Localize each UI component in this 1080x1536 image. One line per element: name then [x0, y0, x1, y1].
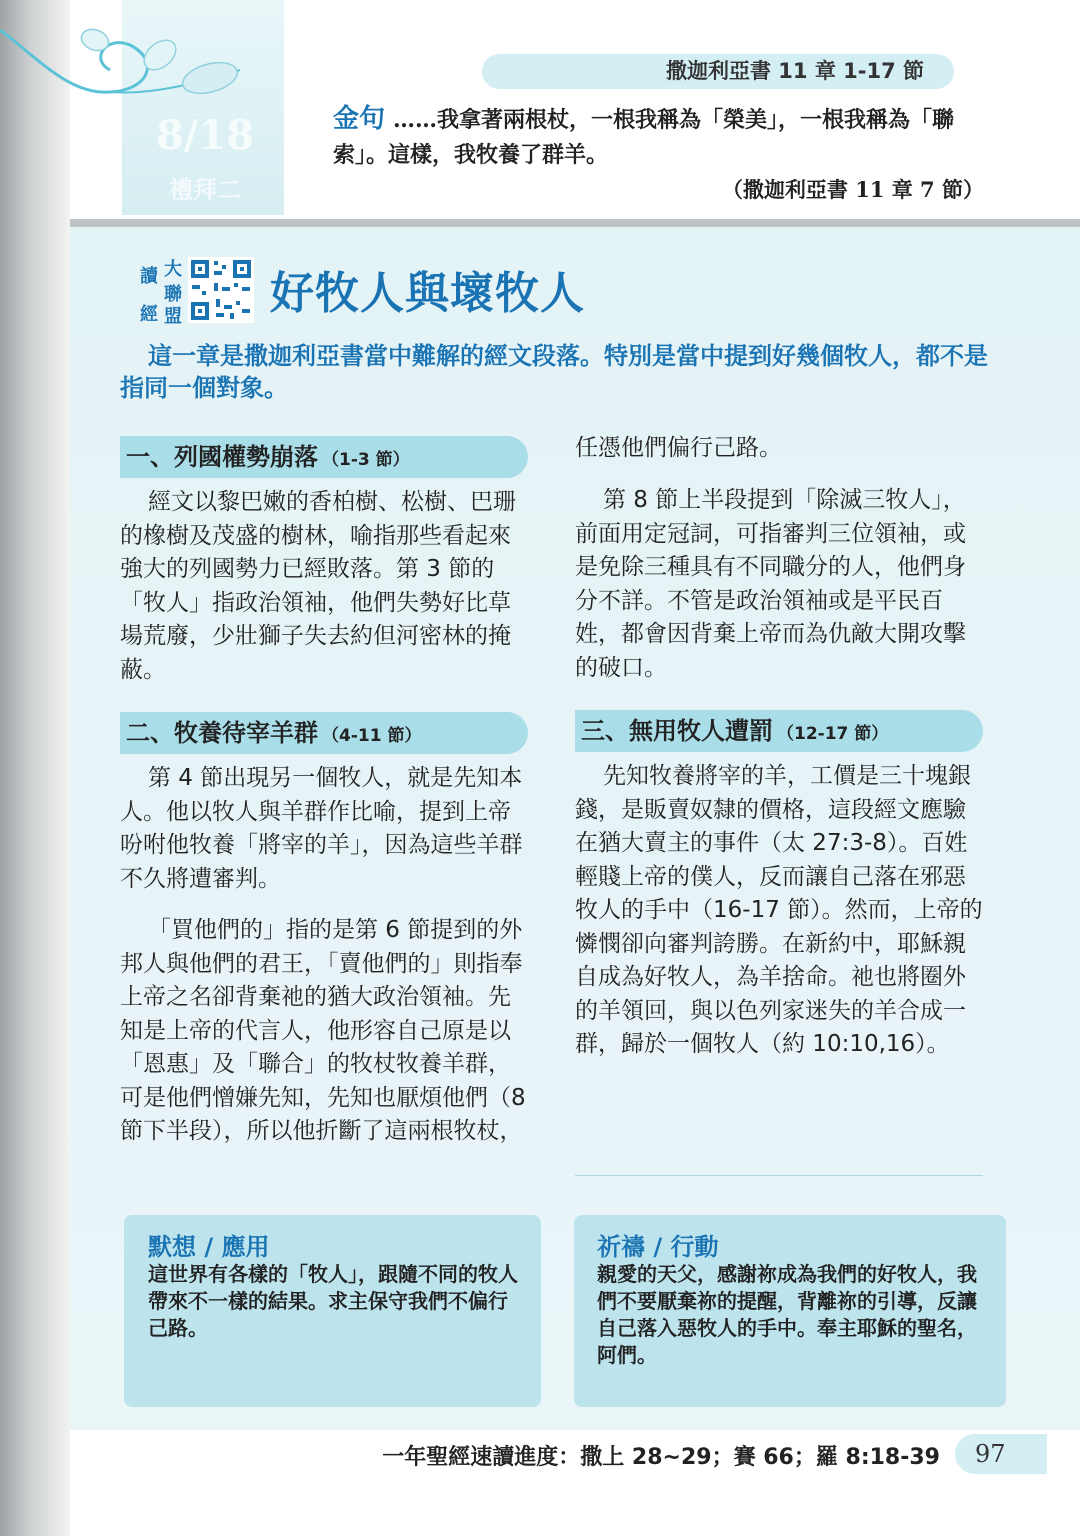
section-2-paragraph-2: 「買他們的」指的是第 6 節提到的外邦人與他們的君王，「賣他們的」則指奉上帝之名卻背棄祂的猶大政治領袖。先知是上帝的代言人，他形容自己原是以「恩惠」及「聯合」的牧杖牧養羊群，可是他們憎嫌先知，先知也厭煩他們（8 節下半段），所以他折斷了這兩根牧杖，: [120, 917, 526, 1144]
page-title: 好牧人與壞牧人: [270, 268, 585, 319]
qr-label-char: 聯: [164, 284, 182, 305]
page-number: 97: [955, 1434, 1047, 1474]
header-divider: [70, 219, 1080, 227]
section-2-heading: [120, 712, 528, 754]
section-2-paragraph-1: 第 4 節出現另一個牧人，就是先知本人。他以牧人與羊群作比喻，提到上帝吩咐他牧養「將宰的羊」，因為這些羊群不久將遭審判。: [120, 765, 523, 892]
section-2-paragraph-4: 第 8 節上半段提到「除滅三牧人」，前面用定冠詞，可指審判三位領袖，或是免除三種具有不同職分的人，他們身分不詳。不管是政治領袖或是平民百姓，都會因背棄上帝而為仇敵大開攻擊的破口。: [575, 487, 966, 681]
section-3-heading: [575, 710, 983, 752]
section-3-title: 三、無用牧人遭罰: [581, 717, 773, 745]
qr-label-char: 盟: [164, 306, 182, 327]
vine-decoration-icon: [0, 0, 260, 130]
section-1-title: 一、列國權勢崩落: [126, 443, 318, 471]
golden-verse: [333, 102, 985, 173]
page-gutter-shadow: [0, 0, 70, 1536]
qr-label-char: 經: [140, 304, 158, 325]
reading-progress: 一年聖經速讀進度：撒上 28~29；賽 66；羅 8:18-39: [382, 1445, 940, 1470]
section-1-heading: [120, 436, 528, 478]
pray-title: 祈禱 / 行動: [597, 1233, 719, 1261]
qr-label-char: 讀: [140, 266, 158, 287]
section-3-verses: （12-17 節）: [777, 724, 889, 744]
qr-label-char: 大: [164, 259, 182, 280]
section-2-verses: （4-11 節）: [322, 726, 422, 746]
qr-code-icon[interactable]: [188, 257, 254, 323]
golden-verse-source: （撒迦利亞書 11 章 7 節）: [721, 177, 984, 202]
pray-text: 親愛的天父，感謝祢成為我們的好牧人，我們不要厭棄祢的提醒，背離祢的引導，反讓自己落入惡牧人的手中。奉主耶穌的聖名，阿們。: [597, 1262, 977, 1367]
meditate-text: 這世界有各樣的「牧人」，跟隨不同的牧人帶來不一樣的結果。求主保守我們不偏行己路。: [148, 1262, 518, 1340]
column-divider: [575, 1175, 983, 1176]
section-2-paragraph-3: 任憑他們偏行己路。: [575, 435, 782, 461]
scripture-reference: 撒迦利亞書 11 章 1-17 節: [482, 54, 954, 89]
weekday-label: 禮拜二: [169, 176, 241, 204]
section-1-paragraph: 經文以黎巴嫩的香柏樹、松樹、巴珊的橡樹及茂盛的樹林，喻指那些看起來強大的列國勢力已經敗落。第 3 節的「牧人」指政治領袖，他們失勢好比草場荒廢，少壯獅子失去約但河密林的掩蔽。: [120, 489, 516, 683]
meditate-title: 默想 / 應用: [148, 1233, 270, 1261]
golden-verse-label: 金句: [333, 104, 386, 134]
section-1-verses: （1-3 節）: [322, 450, 410, 470]
section-3-paragraph: 先知牧養將宰的羊，工價是三十塊銀錢，是販賣奴隸的價格，這段經文應驗在猶大賣主的事件（太 27:3-8）。百姓輕賤上帝的僕人，反而讓自己落在邪惡牧人的手中（16-17 節）。然而，上帝的憐憫卻向審判誇勝。在新約中，耶穌親自成為好牧人，為羊捨命。祂也將圈外的羊領回，與以色列家迷失的羊合成一群，歸於一個牧人（約 10:10,16）。: [575, 763, 983, 1057]
golden-verse-text: ……我拿著兩根杖，一根我稱為「榮美」，一根我稱為「聯索」。這樣，我牧養了群羊。: [333, 107, 955, 168]
date-label: 8/18: [155, 112, 255, 159]
section-2-title: 二、牧養待宰羊群: [126, 719, 318, 747]
intro-paragraph: 這一章是撒迦利亞書當中難解的經文段落。特別是當中提到好幾個牧人，都不是指同一個對象。: [120, 342, 988, 402]
